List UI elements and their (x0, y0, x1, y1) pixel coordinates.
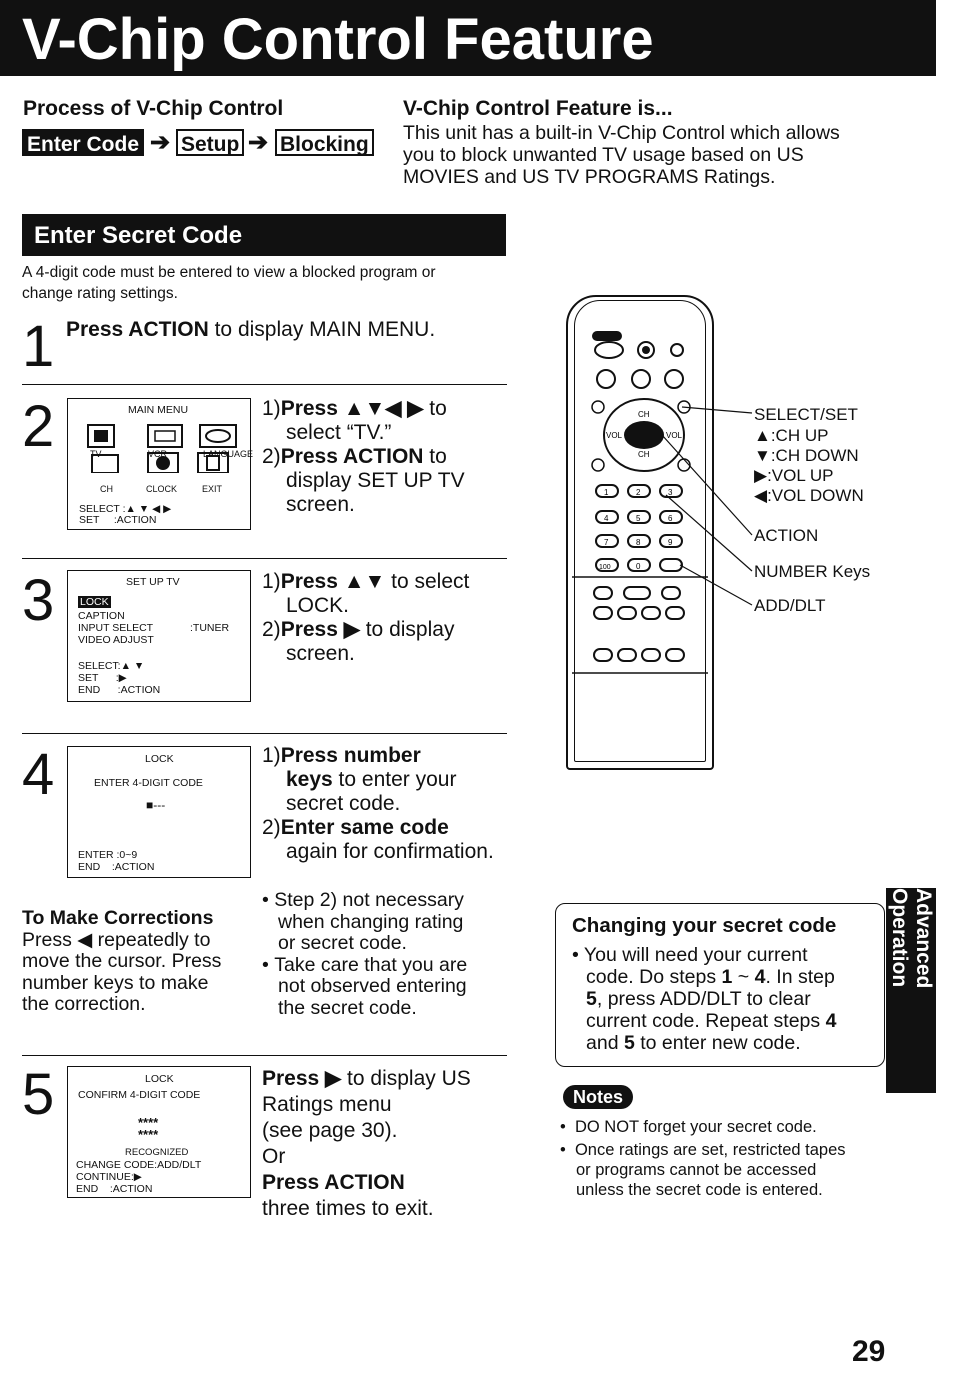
step-4-number: 4 (22, 742, 55, 807)
dpad-ch-label: CH (638, 410, 650, 419)
add-dlt-button (660, 559, 682, 571)
item-line: screen. (286, 493, 355, 516)
key-label: 0 (636, 562, 641, 571)
key-label: 8 (636, 538, 641, 547)
enter-code-prompt: ENTER 4-DIGIT CODE (94, 777, 203, 789)
tuner-value: :TUNER (190, 622, 230, 634)
screen-end: END :ACTION (78, 684, 161, 696)
bullet-line: Step 2) not necessary (274, 889, 464, 911)
screen-title: MAIN MENU (128, 404, 189, 416)
step-3-instructions (262, 570, 469, 666)
step-1-rest: to display MAIN MENU. (208, 318, 436, 341)
flow-blocking: Blocking (275, 129, 374, 156)
item-num: 1) (262, 397, 281, 420)
key-label: 2 (636, 488, 641, 497)
clock-label: CLOCK (146, 484, 178, 494)
code-stars: **** (138, 1127, 159, 1142)
item-line: Ratings menu (262, 1093, 392, 1116)
dpad-vol-label: VOL (606, 431, 623, 440)
lock-enter-screen (67, 746, 251, 878)
key-label: 6 (668, 514, 673, 523)
feature-text (403, 122, 840, 188)
step-1-number: 1 (22, 314, 55, 379)
rew-button (594, 587, 612, 599)
corrections-heading: To Make Corrections (22, 907, 214, 929)
corrections-line: the correction. (22, 993, 146, 1015)
item-line: select “TV.” (286, 421, 392, 444)
feature-line: MOVIES and US TV PROGRAMS Ratings. (403, 166, 776, 188)
key-label: 5 (636, 514, 641, 523)
changing-part: 4 (825, 1010, 837, 1032)
changing-part: , press ADD/DLT to clear (596, 988, 811, 1010)
display-button (665, 370, 683, 388)
step-5-number: 5 (22, 1062, 55, 1127)
divider (22, 1055, 507, 1056)
label-ch-down: ▼:CH DOWN (754, 446, 859, 465)
item-line: again for confirmation. (286, 840, 494, 863)
step-2-instructions (262, 397, 465, 517)
bullet-line: Take care that you are (274, 953, 468, 976)
label-vol-down: ◀:VOL DOWN (754, 486, 864, 505)
key-label: 9 (668, 538, 673, 547)
step-5-instructions (262, 1066, 471, 1222)
item-bold: Enter same code (280, 816, 449, 839)
item-num: 2) (262, 618, 281, 641)
power-button (592, 331, 622, 341)
item-num: 1) (262, 744, 281, 767)
section-intro (22, 262, 436, 304)
slow-button (666, 607, 684, 619)
key-label: 100 (599, 564, 611, 571)
video-adjust-item: VIDEO ADJUST (78, 634, 154, 646)
code-entry: ■--- (146, 798, 166, 812)
search-button (642, 607, 660, 619)
item-num: 2) (262, 445, 281, 468)
stop-button (618, 607, 636, 619)
item-num: 1) (262, 570, 281, 593)
item-bold: Press ▶ (280, 618, 360, 641)
label-number-keys: NUMBER Keys (754, 562, 871, 581)
lock-confirm-screen (67, 1066, 251, 1198)
label-action: ACTION (754, 526, 819, 545)
item-line: Or (262, 1145, 286, 1168)
screen-title: LOCK (145, 753, 174, 765)
side-tab-label: Advanced Operation (888, 888, 935, 989)
menu-button (597, 370, 615, 388)
changing-part: to enter new code. (634, 1032, 801, 1054)
counter-reset-button (618, 649, 636, 661)
changing-part: ~ (732, 966, 755, 988)
label-add-dlt: ADD/DLT (754, 596, 826, 615)
tape-speed-button (594, 649, 612, 661)
screen-end: END :ACTION (76, 1183, 153, 1195)
label-vol-up: ▶:VOL UP (754, 466, 834, 485)
process-heading: Process of V-Chip Control (23, 97, 284, 120)
item-bold: Press ACTION (262, 1171, 405, 1194)
caption-item: CAPTION (78, 610, 125, 622)
page-number: 29 (852, 1335, 886, 1368)
key-label: 4 (604, 514, 609, 523)
bullet-line: or secret code. (278, 932, 407, 954)
note-line: DO NOT forget your secret code. (574, 1118, 817, 1136)
continue-text: CONTINUE:▶ (76, 1171, 142, 1183)
changing-part: code. Do steps (586, 966, 722, 988)
screen-set: SET :▶ (78, 672, 127, 684)
key-label: 7 (604, 538, 609, 547)
page-title: V-Chip Control Feature (22, 7, 654, 72)
item-rest: to (423, 397, 447, 420)
confirm-code-prompt: CONFIRM 4-DIGIT CODE (78, 1089, 201, 1101)
key-label: 3 (668, 488, 673, 497)
screen-set: SET :ACTION (79, 514, 157, 526)
step-4-instructions (262, 744, 494, 864)
item-line: three times to exit. (262, 1197, 434, 1220)
bullet-line: the secret code. (278, 996, 417, 1019)
flow-setup: Setup (176, 129, 244, 156)
corrections (22, 908, 221, 1016)
vcr-icon-slot (155, 431, 175, 441)
screen-select: SELECT :▲ ▼ ◀ ▶ (79, 503, 172, 515)
input-select-item: INPUT SELECT (78, 622, 154, 634)
screen-title: SET UP TV (126, 576, 180, 588)
item-bold: Press ▶ (262, 1067, 342, 1090)
small-circle-button (592, 401, 604, 413)
item-rest: to select (385, 570, 470, 593)
changing-part: 1 (721, 966, 733, 988)
leader-line-select-set (682, 407, 752, 413)
flow-enter-code: Enter Code (22, 129, 144, 156)
divider (22, 733, 507, 734)
step-3-number: 3 (22, 568, 55, 633)
item-line: LOCK. (286, 594, 350, 617)
item-rest: to enter your (332, 768, 457, 791)
label-ch-up: ▲:CH UP (754, 426, 829, 445)
action-center-button (624, 421, 664, 449)
feature-heading: V-Chip Control Feature is... (403, 97, 673, 120)
item-bold: Press ▲▼ (280, 570, 386, 593)
changing-part: 4 (754, 966, 766, 988)
corrections-line: number keys to make (22, 971, 209, 994)
screen-title: LOCK (145, 1073, 174, 1085)
corrections-line: Press ◀ repeatedly to (22, 928, 211, 951)
note-line: unless the secret code is entered. (576, 1181, 823, 1199)
remote-buttons (566, 295, 756, 770)
language-label: LANGUAGE (203, 449, 254, 459)
item-line: (see page 30). (262, 1119, 398, 1142)
item-rest: to display (359, 618, 455, 641)
select-button-dot (642, 346, 650, 354)
language-icon-lips (206, 430, 230, 442)
step-2-number: 2 (22, 394, 55, 459)
item-bold: Press ▲▼◀ ▶ (280, 397, 424, 420)
divider (22, 558, 507, 559)
notes-badge: Notes (563, 1085, 633, 1109)
item-bold: Press ACTION (280, 445, 424, 468)
changing-line: • You will need your current (572, 944, 808, 966)
tv-label: TV (90, 449, 102, 459)
item-bold: Press number (280, 744, 421, 767)
tv-vcr-button (595, 342, 623, 358)
key-label: 1 (604, 488, 609, 497)
intro-line: change rating settings. (22, 285, 178, 302)
ch-label: CH (100, 484, 113, 494)
pause-button (594, 607, 612, 619)
play-button (624, 587, 650, 599)
feature-line: you to block unwanted TV usage based on US (403, 144, 804, 166)
leader-line-add-dlt (680, 565, 752, 605)
changing-part: 5 (623, 1032, 635, 1054)
corrections-line: move the cursor. Press (22, 950, 222, 972)
item-num: 2) (262, 816, 281, 839)
lock-item-highlight: LOCK (80, 596, 109, 608)
screen-enter-range: ENTER :0~9 (78, 849, 138, 861)
item-rest: to display US (341, 1067, 471, 1090)
rec-button (642, 649, 660, 661)
changing-code-text (572, 944, 836, 1054)
sleep-button (632, 370, 650, 388)
main-menu-screen (67, 398, 254, 530)
notes-list: • DO NOT forget your secret code. • Once ratings are set, restricted tapes or programs cannot be accessed unless the secret code is entered. (560, 1118, 846, 1199)
vcr-label: VCR (148, 449, 168, 459)
item-line: screen. (286, 642, 355, 665)
vcr-icon (148, 425, 182, 447)
changing-part: 5 (586, 988, 597, 1010)
exit-label: EXIT (202, 484, 223, 494)
flow-arrow-icon: ➔ (150, 129, 171, 156)
section-title: Enter Secret Code (34, 222, 243, 249)
step-4-notes: • Step 2) not necessary when changing rating or secret code. • Take care that you are not observed entering the secret code. (262, 889, 468, 1019)
set-up-tv-screen (67, 570, 251, 702)
changing-part: and (586, 1032, 624, 1054)
ff-button (662, 587, 680, 599)
divider (22, 384, 507, 385)
step-1-text (66, 318, 435, 342)
dpad-ch-label: CH (638, 450, 650, 459)
dpad-vol-label: VOL (666, 431, 683, 440)
mute-button (671, 344, 683, 356)
feature-line: This unit has a built-in V-Chip Control which allows (403, 122, 840, 144)
item-bold: keys (286, 768, 333, 791)
change-code-text: CHANGE CODE:ADD/DLT (76, 1159, 202, 1171)
recognized-text: RECOGNIZED (125, 1147, 189, 1158)
extra-button (666, 649, 684, 661)
item-line: display SET UP TV (286, 469, 465, 492)
note-line: or programs cannot be accessed (576, 1161, 817, 1179)
changing-code-title: Changing your secret code (572, 914, 837, 937)
note-line: Once ratings are set, restricted tapes (574, 1141, 846, 1159)
bullet-line: not observed entering (278, 975, 467, 997)
changing-part: . In step (765, 966, 835, 988)
label-select-set: SELECT/SET (754, 405, 858, 424)
flow-arrow-icon: ➔ (248, 129, 269, 156)
small-circle-button (592, 459, 604, 471)
item-rest: to (423, 445, 447, 468)
screen-select: SELECT:▲ ▼ (78, 660, 145, 672)
bullet-line: when changing rating (278, 910, 464, 933)
intro-line: A 4-digit code must be entered to view a blocked program or (22, 264, 436, 281)
step-1-bold: Press ACTION (66, 318, 209, 341)
code-stars: **** (138, 1115, 159, 1130)
screen-end: END :ACTION (78, 861, 155, 873)
tv-icon-screen (94, 430, 108, 442)
item-line: secret code. (286, 792, 401, 815)
changing-part: current code. Repeat steps (586, 1010, 826, 1032)
